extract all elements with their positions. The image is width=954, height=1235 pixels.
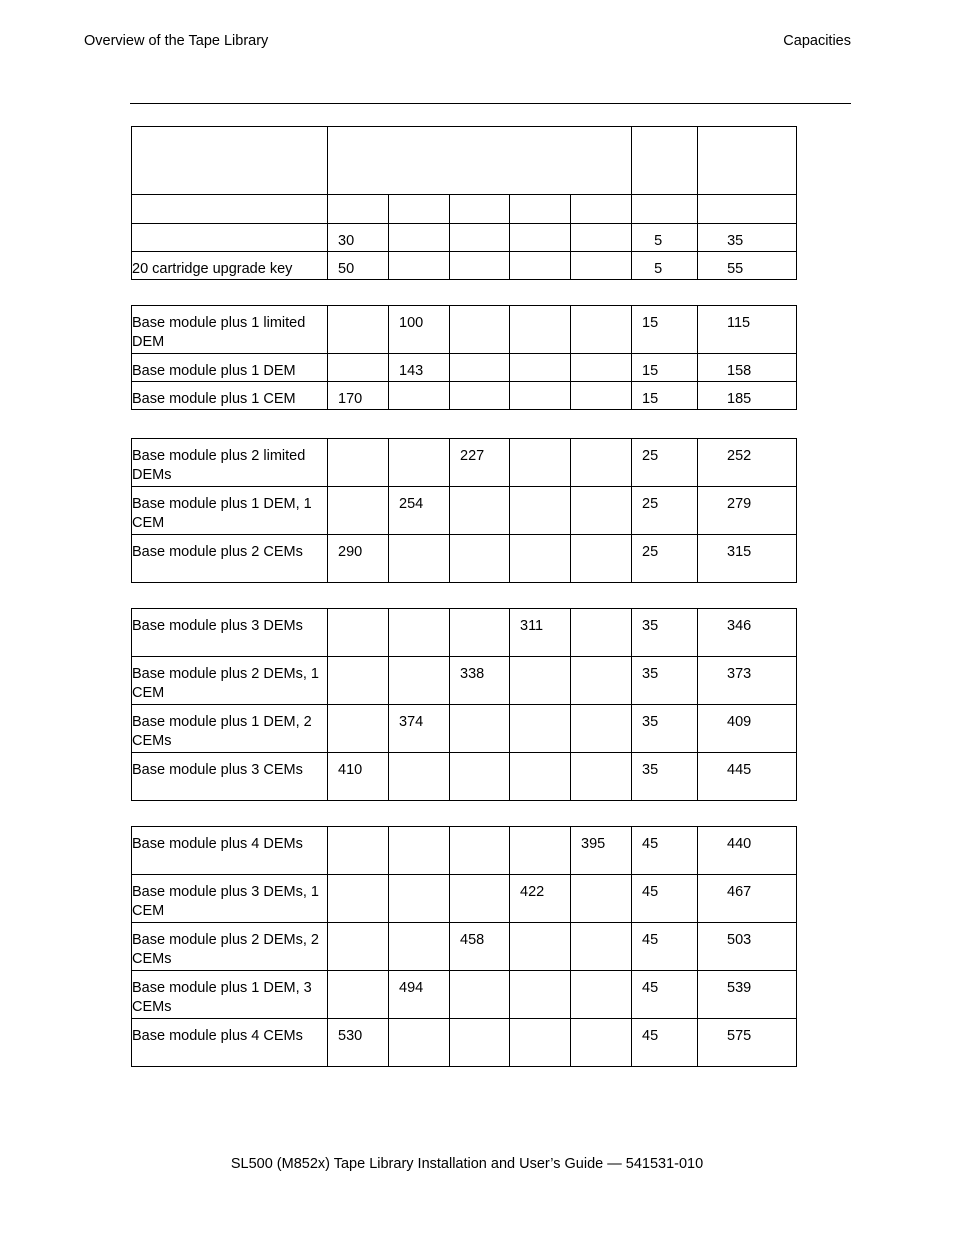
capacity-cell xyxy=(571,875,632,923)
capacity-cell xyxy=(571,252,632,280)
capacity-cell: 494 xyxy=(389,971,450,1019)
capacity-cell xyxy=(571,224,632,252)
capacity-cell xyxy=(571,971,632,1019)
capacity-table-group-1 xyxy=(131,126,797,280)
total-cell: 279 xyxy=(698,487,797,535)
header-cell xyxy=(132,127,328,195)
capacity-cell xyxy=(328,354,389,382)
capacity-cell xyxy=(571,382,632,410)
capacity-cell: 458 xyxy=(450,923,510,971)
capacity-cell xyxy=(510,382,571,410)
capacity-cell xyxy=(450,827,510,875)
capacity-cell xyxy=(510,827,571,875)
capacity-cell: 143 xyxy=(389,354,450,382)
capacity-table-group-4 xyxy=(131,608,797,801)
capacity-cell xyxy=(389,923,450,971)
page-footer: SL500 (M852x) Tape Library Installation and User’s Guide — 541531-010 xyxy=(230,1156,704,1172)
reserved-slots-cell: 25 xyxy=(632,439,698,487)
capacity-cell xyxy=(328,971,389,1019)
reserved-slots-cell: 5 xyxy=(632,224,698,252)
config-label: Base module plus 1 DEM, 1 CEM xyxy=(132,487,328,535)
total-cell: 35 xyxy=(698,224,797,252)
table-row xyxy=(132,535,797,583)
table-row xyxy=(132,923,797,971)
capacity-cell: 170 xyxy=(328,382,389,410)
table-row xyxy=(132,657,797,705)
capacity-cell xyxy=(450,354,510,382)
capacity-cell: 410 xyxy=(328,753,389,801)
capacity-cell xyxy=(510,971,571,1019)
capacity-cell xyxy=(328,439,389,487)
capacity-cell: 395 xyxy=(571,827,632,875)
capacity-cell xyxy=(510,224,571,252)
table-row xyxy=(132,753,797,801)
subheader-cell xyxy=(389,195,450,224)
capacity-cell xyxy=(571,354,632,382)
capacity-cell xyxy=(328,875,389,923)
config-label: Base module plus 3 CEMs xyxy=(132,753,328,801)
config-label: Base module plus 4 CEMs xyxy=(132,1019,328,1067)
table-row xyxy=(132,705,797,753)
capacity-cell xyxy=(328,306,389,354)
capacity-cell xyxy=(389,439,450,487)
capacity-cell xyxy=(450,609,510,657)
capacity-cell xyxy=(510,354,571,382)
config-label: Base module plus 4 DEMs xyxy=(132,827,328,875)
capacity-cell xyxy=(571,535,632,583)
subheader-cell xyxy=(450,195,510,224)
running-header-section: Capacities xyxy=(783,33,851,49)
reserved-slots-cell: 35 xyxy=(632,753,698,801)
config-label: Base module plus 2 DEMs, 1 CEM xyxy=(132,657,328,705)
total-cell: 115 xyxy=(698,306,797,354)
total-cell: 575 xyxy=(698,1019,797,1067)
table-row xyxy=(132,875,797,923)
capacity-cell: 290 xyxy=(328,535,389,583)
capacity-cell xyxy=(510,252,571,280)
capacity-cell xyxy=(571,657,632,705)
capacity-cell xyxy=(450,535,510,583)
reserved-slots-cell: 45 xyxy=(632,1019,698,1067)
capacity-cell xyxy=(328,705,389,753)
table-row xyxy=(132,609,797,657)
capacity-cell xyxy=(389,224,450,252)
reserved-slots-cell: 35 xyxy=(632,705,698,753)
total-cell: 440 xyxy=(698,827,797,875)
reserved-slots-cell: 15 xyxy=(632,306,698,354)
table-row xyxy=(132,306,797,354)
capacity-cell: 338 xyxy=(450,657,510,705)
capacity-cell xyxy=(571,439,632,487)
capacity-cell xyxy=(389,875,450,923)
capacity-cell: 374 xyxy=(389,705,450,753)
capacity-cell xyxy=(510,1019,571,1067)
subheader-cell xyxy=(132,195,328,224)
capacity-cell: 422 xyxy=(510,875,571,923)
capacity-cell xyxy=(450,306,510,354)
total-cell: 158 xyxy=(698,354,797,382)
config-label: Base module plus 1 limited DEM xyxy=(132,306,328,354)
total-cell: 315 xyxy=(698,535,797,583)
config-label: Base module plus 2 DEMs, 2 CEMs xyxy=(132,923,328,971)
config-label: Base module plus 1 DEM xyxy=(132,354,328,382)
capacity-cell xyxy=(450,487,510,535)
total-cell: 467 xyxy=(698,875,797,923)
capacity-cell xyxy=(450,875,510,923)
capacity-cell: 30 xyxy=(328,224,389,252)
total-cell: 539 xyxy=(698,971,797,1019)
capacity-cell xyxy=(510,439,571,487)
config-label: Base module plus 3 DEMs xyxy=(132,609,328,657)
total-cell: 373 xyxy=(698,657,797,705)
subheader-cell xyxy=(328,195,389,224)
config-label: Base module plus 3 DEMs, 1 CEM xyxy=(132,875,328,923)
capacity-cell: 530 xyxy=(328,1019,389,1067)
subheader-cell xyxy=(698,195,797,224)
capacity-cell xyxy=(450,1019,510,1067)
config-label: Base module plus 2 CEMs xyxy=(132,535,328,583)
reserved-slots-cell: 45 xyxy=(632,827,698,875)
reserved-slots-cell: 45 xyxy=(632,923,698,971)
capacity-cell xyxy=(571,753,632,801)
reserved-slots-cell: 35 xyxy=(632,609,698,657)
subheader-cell xyxy=(510,195,571,224)
capacity-cell xyxy=(571,1019,632,1067)
capacity-cell xyxy=(328,487,389,535)
capacity-cell xyxy=(389,827,450,875)
capacity-table-group-3 xyxy=(131,438,797,583)
total-cell: 252 xyxy=(698,439,797,487)
config-label: Base module plus 2 limited DEMs xyxy=(132,439,328,487)
capacity-cell xyxy=(510,705,571,753)
capacity-cell xyxy=(328,827,389,875)
capacity-cell: 311 xyxy=(510,609,571,657)
reserved-slots-cell: 45 xyxy=(632,875,698,923)
reserved-slots-cell: 15 xyxy=(632,354,698,382)
reserved-slots-cell: 25 xyxy=(632,487,698,535)
capacity-cell xyxy=(328,609,389,657)
reserved-slots-cell: 45 xyxy=(632,971,698,1019)
capacity-cell xyxy=(510,535,571,583)
table-header-row xyxy=(132,127,797,195)
capacity-cell xyxy=(450,753,510,801)
capacity-cell: 227 xyxy=(450,439,510,487)
capacity-cell xyxy=(450,705,510,753)
config-label: Base module plus 1 DEM, 3 CEMs xyxy=(132,971,328,1019)
capacity-cell xyxy=(389,535,450,583)
capacity-cell xyxy=(571,923,632,971)
capacity-cell xyxy=(328,657,389,705)
total-cell: 409 xyxy=(698,705,797,753)
capacity-cell xyxy=(389,252,450,280)
header-cell xyxy=(328,127,632,195)
table-row xyxy=(132,252,797,280)
capacity-cell xyxy=(571,609,632,657)
capacity-cell xyxy=(389,609,450,657)
capacity-cell: 254 xyxy=(389,487,450,535)
capacity-cell xyxy=(510,306,571,354)
total-cell: 346 xyxy=(698,609,797,657)
table-row xyxy=(132,1019,797,1067)
reserved-slots-cell: 25 xyxy=(632,535,698,583)
config-label: Base module plus 1 CEM xyxy=(132,382,328,410)
reserved-slots-cell: 5 xyxy=(632,252,698,280)
total-cell: 55 xyxy=(698,252,797,280)
capacity-cell xyxy=(389,382,450,410)
config-label: Base module plus 1 DEM, 2 CEMs xyxy=(132,705,328,753)
capacity-table-group-2 xyxy=(131,305,797,410)
capacity-cell: 50 xyxy=(328,252,389,280)
total-cell: 445 xyxy=(698,753,797,801)
capacity-cell: 100 xyxy=(389,306,450,354)
header-rule xyxy=(130,103,851,104)
total-cell: 185 xyxy=(698,382,797,410)
table-row xyxy=(132,224,797,252)
capacity-cell xyxy=(450,252,510,280)
capacity-cell xyxy=(571,705,632,753)
header-cell xyxy=(698,127,797,195)
config-label xyxy=(132,224,328,252)
capacity-cell xyxy=(450,971,510,1019)
table-row xyxy=(132,439,797,487)
running-header-title: Overview of the Tape Library xyxy=(84,33,269,49)
capacity-cell xyxy=(510,753,571,801)
capacity-cell xyxy=(450,224,510,252)
total-cell: 503 xyxy=(698,923,797,971)
reserved-slots-cell: 15 xyxy=(632,382,698,410)
header-cell xyxy=(632,127,698,195)
capacity-cell xyxy=(389,1019,450,1067)
capacity-table-group-5 xyxy=(131,826,797,1067)
table-subheader-row xyxy=(132,195,797,224)
capacity-cell xyxy=(510,657,571,705)
capacity-cell xyxy=(510,487,571,535)
capacity-cell xyxy=(389,753,450,801)
table-row xyxy=(132,382,797,410)
config-label: 20 cartridge upgrade key xyxy=(132,252,328,280)
table-row xyxy=(132,354,797,382)
table-row xyxy=(132,487,797,535)
subheader-cell xyxy=(571,195,632,224)
table-row xyxy=(132,827,797,875)
capacity-cell xyxy=(510,923,571,971)
capacity-cell xyxy=(328,923,389,971)
capacity-cell xyxy=(389,657,450,705)
capacity-cell xyxy=(450,382,510,410)
capacity-cell xyxy=(571,487,632,535)
table-row xyxy=(132,971,797,1019)
reserved-slots-cell: 35 xyxy=(632,657,698,705)
capacity-cell xyxy=(571,306,632,354)
subheader-cell xyxy=(632,195,698,224)
